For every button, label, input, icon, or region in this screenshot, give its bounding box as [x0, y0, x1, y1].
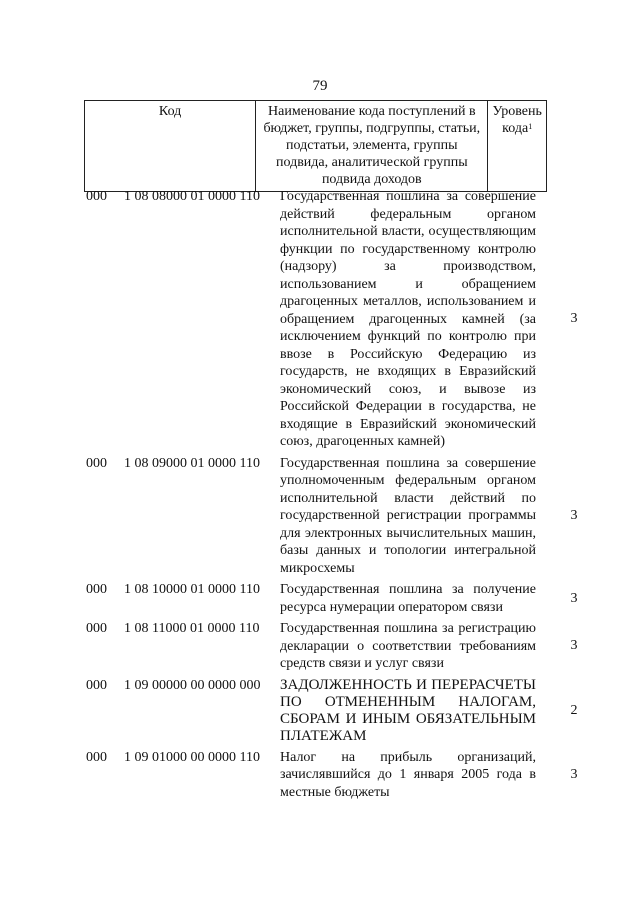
row-level: 3 — [570, 311, 578, 327]
row-prefix: 000 — [86, 455, 107, 471]
row-level: 3 — [570, 638, 578, 654]
row-prefix: 000 — [86, 582, 107, 597]
row-code: 1 08 08000 01 0000 110 — [124, 189, 260, 204]
table-row — [84, 581, 578, 616]
footnote-marker: 1 — [528, 122, 533, 131]
row-code: 1 09 00000 00 0000 000 — [124, 677, 261, 693]
table-row — [84, 676, 578, 745]
header-level-label: Уровень кода — [492, 104, 542, 136]
table-row — [84, 620, 578, 673]
row-code: 1 08 10000 01 0000 110 — [124, 582, 260, 597]
row-level: 3 — [570, 507, 578, 523]
row-code: 1 09 01000 00 0000 110 — [124, 749, 260, 765]
row-name: Государственная пошлина за совершение уполномоченным федеральным органом исполнительной власти действий по государственной регистрации программы для электронных вычислительных машин, базы данных и топологии интегральной микросхемы — [280, 455, 536, 576]
row-name: Государственная пошлина за регистрацию декларации о соответствии требованиям средств связи и услуг связи — [280, 621, 536, 671]
row-level: 3 — [570, 766, 578, 782]
row-name: ЗАДОЛЖЕННОСТЬ И ПЕРЕРАСЧЕТЫ ПО ОТМЕНЕННЫМ НАЛОГАМ, СБОРАМ И ИНЫМ ОБЯЗАТЕЛЬНЫМ ПЛАТЕЖАМ — [280, 676, 536, 744]
row-level: 2 — [570, 702, 578, 718]
row-name: Государственная пошлина за совершение действий федеральным органом исполнительной власти, осуществляющим функции по государственному контролю (надзору) за производством, использованием и обращением драгоценных металлов, использованием и обращением драгоценных камней (за исключением функций по контролю при ввозе в Российскую Федерацию из государств, не входящих в Евразийский экономический союз, и вывозе из Российской Федерации в государства, не входящие в Евразийский экономический союз, драгоценных камней) — [280, 189, 536, 449]
row-prefix: 000 — [86, 749, 107, 765]
header-code: Код — [85, 101, 256, 192]
row-name: Налог на прибыль организаций, зачислявшийся до 1 января 2005 года в местные бюджеты — [280, 749, 536, 800]
row-code: 1 08 09000 01 0000 110 — [124, 455, 260, 471]
page-number: 79 — [312, 78, 328, 94]
table-row — [84, 455, 578, 578]
table-body — [84, 188, 578, 801]
row-prefix: 000 — [86, 677, 107, 693]
table-row — [84, 749, 578, 802]
row-prefix: 000 — [86, 189, 107, 204]
header-name: Наименование кода поступлений в бюджет, группы, подгруппы, статьи, подстатьи, элемента, группы подвида, аналитической группы подвида доходов — [256, 101, 488, 192]
row-name: Государственная пошлина за получение ресурса нумерации оператором связи — [280, 582, 536, 615]
row-level: 3 — [570, 590, 578, 606]
row-code: 1 08 11000 01 0000 110 — [124, 621, 260, 636]
table-header — [84, 100, 547, 192]
table-row — [84, 188, 578, 451]
header-level — [488, 101, 547, 192]
row-prefix: 000 — [86, 621, 107, 636]
